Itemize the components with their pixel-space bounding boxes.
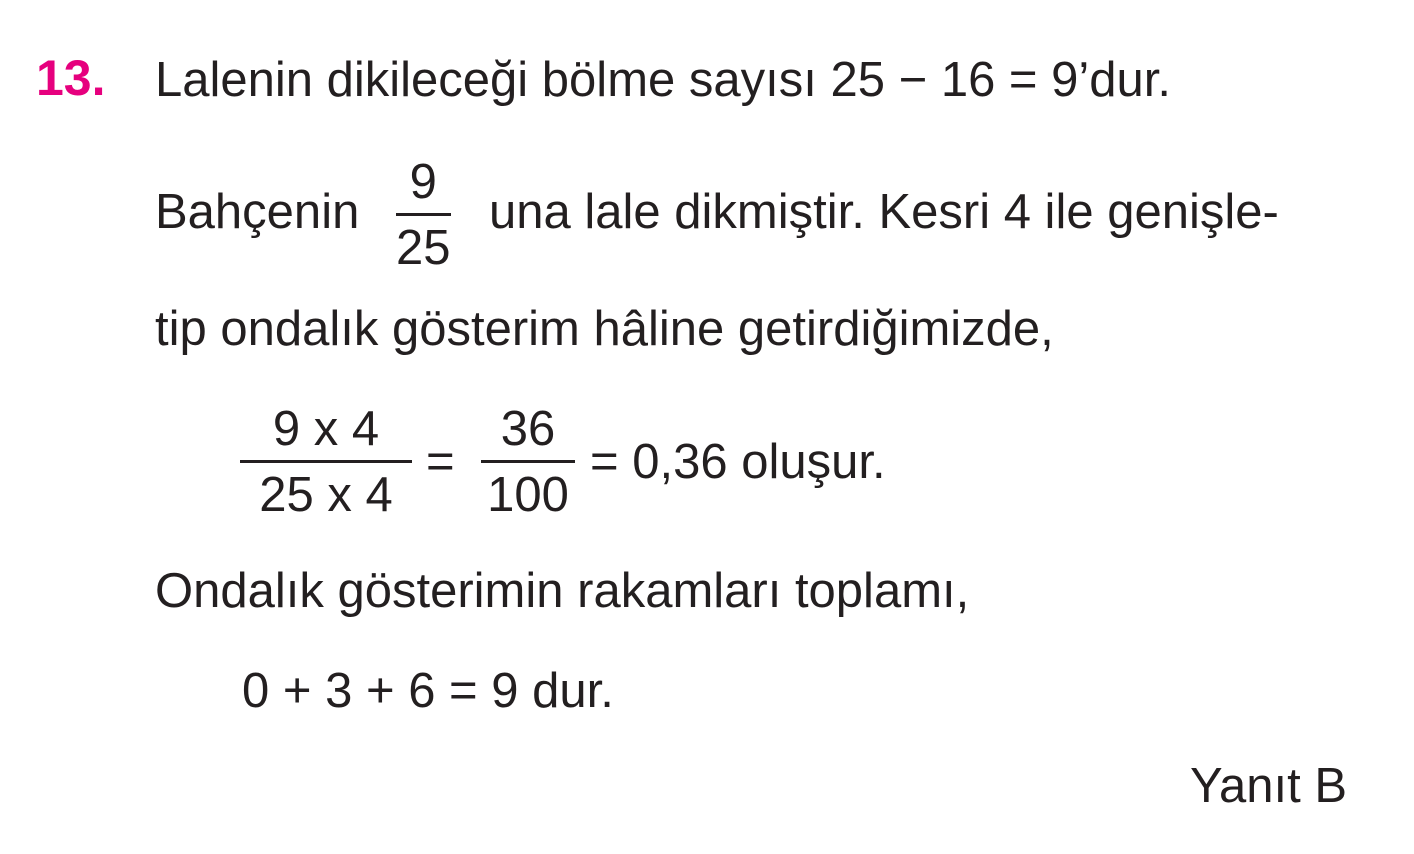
line-6: 0 + 3 + 6 = 9 dur.: [242, 664, 614, 718]
fraction-9-25-denominator: 25: [396, 221, 451, 275]
line-2-suffix: una lale dikmiştir. Kesri 4 ile genişle-: [489, 185, 1279, 239]
fraction-9x4-numerator: 9 x 4: [272, 402, 380, 456]
fraction-9x4-25x4: [240, 402, 412, 522]
line-2-prefix: Bahçenin: [155, 185, 360, 239]
fraction-9-25: [396, 155, 451, 275]
fraction-100-denominator: 100: [487, 468, 569, 522]
problem-number: 13.: [36, 50, 106, 106]
answer-label: Yanıt B: [1190, 759, 1348, 813]
fraction-25x4-denominator: 25 x 4: [259, 468, 393, 522]
line-3: tip ondalık gösterim hâline getirdiğimizde,: [155, 302, 1054, 356]
fraction-9-25-numerator: 9: [409, 155, 437, 209]
line-4-suffix: = 0,36 oluşur.: [590, 435, 886, 489]
line-1: Lalenin dikileceği bölme sayısı 25 − 16 = 9’dur.: [155, 53, 1172, 107]
equals-sign: =: [426, 435, 455, 489]
fraction-36-numerator: 36: [500, 402, 556, 456]
line-5: Ondalık gösterimin rakamları toplamı,: [155, 564, 970, 618]
fraction-36-100: [481, 402, 575, 522]
